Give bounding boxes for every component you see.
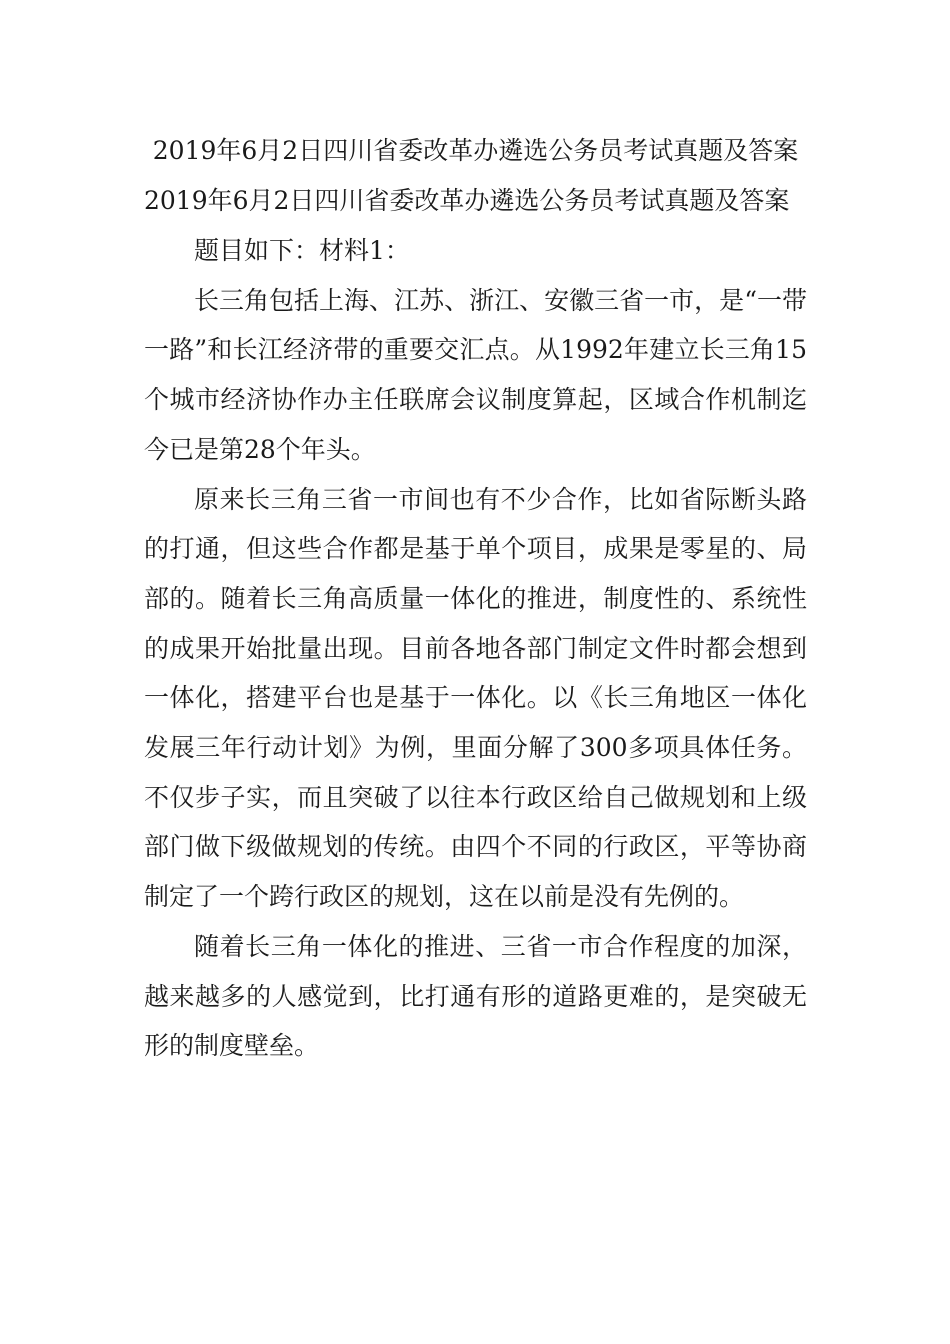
- paragraph-2: 原来长三角三省一市间也有不少合作，比如省际断头路的打通，但这些合作都是基于单个项目，成果是零星的、局部的。随着长三角高质量一体化的推进，制度性的、系统性的成果开始批量出现。目前各地各部门制定文件时都会想到一体化，搭建平台也是基于一体化。以《长三角地区一体化发展三年行动计划》为例，里面分解了300多项具体任务。不仅步子实，而且突破了以往本行政区给自己做规划和上级部门做下级做规划的传统。由四个不同的行政区，平等协商制定了一个跨行政区的规划，这在以前是没有先例的。: [144, 484, 807, 912]
- document-subtitle: 2019年6月2日四川省委改革办遴选公务员考试真题及答案: [144, 186, 790, 215]
- paragraph-1: 长三角包括上海、江苏、浙江、安徽三省一市，是“一带一路”和长江经济带的重要交汇点。从1992年建立长三角15个城市经济协作办主任联席会议制度算起，区域合作机制迄今已是第28个年头。: [144, 285, 807, 464]
- paragraph-intro: 题目如下：材料1：: [194, 236, 410, 265]
- document-body: [144, 126, 807, 1071]
- paragraph-3: 随着长三角一体化的推进、三省一市合作程度的加深，越来越多的人感觉到，比打通有形的道路更难的，是突破无形的制度壁垒。: [144, 931, 807, 1061]
- document-title: 2019年6月2日四川省委改革办遴选公务员考试真题及答案: [152, 136, 799, 165]
